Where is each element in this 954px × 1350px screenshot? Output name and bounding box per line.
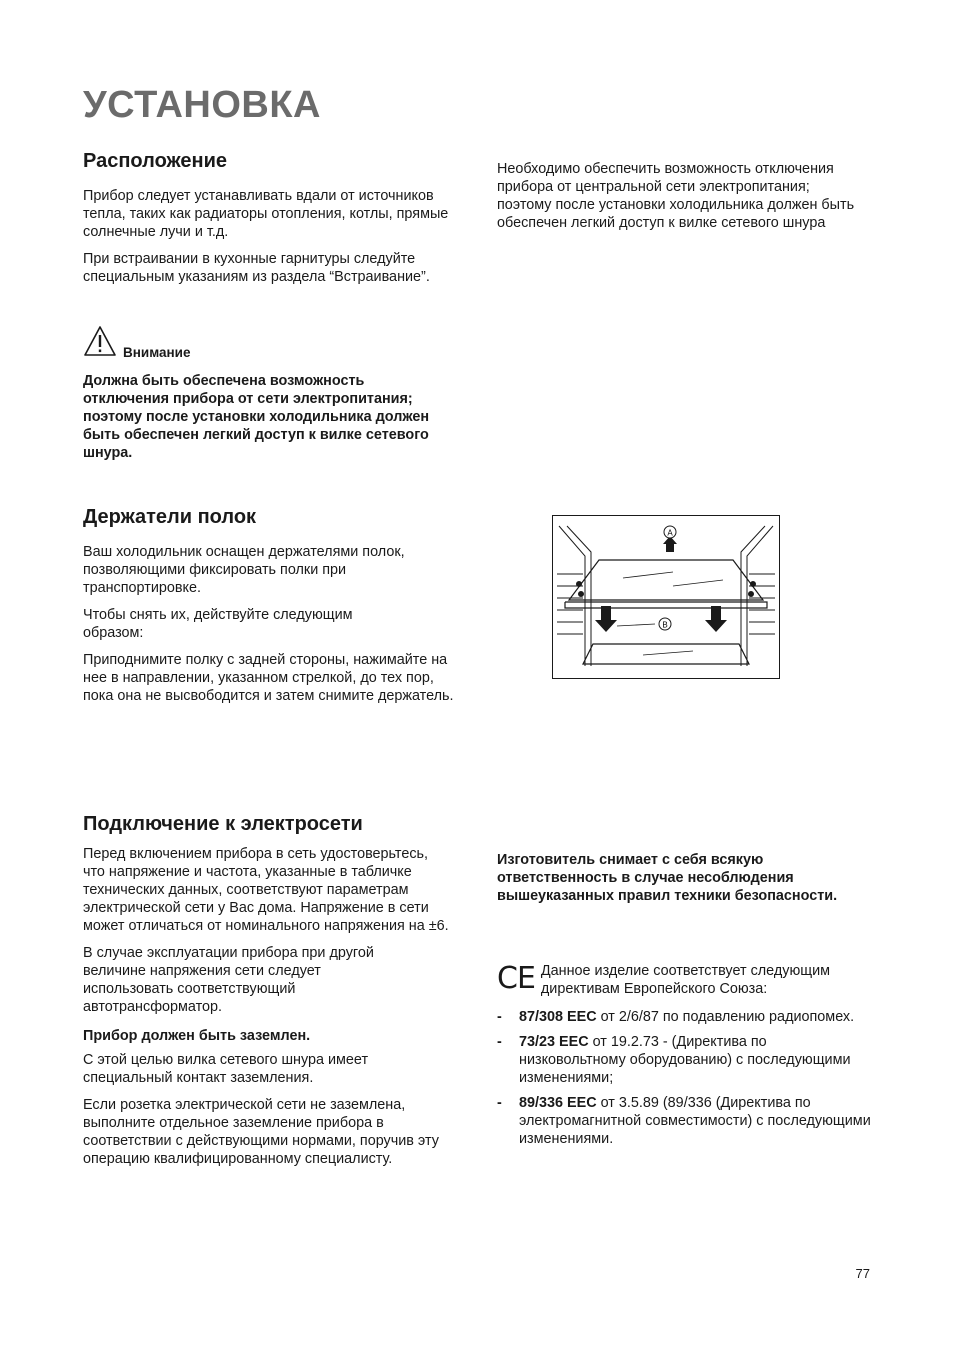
directive-item [497,1008,875,1026]
warning-header [83,325,463,362]
warning-triangle-icon [83,325,117,362]
directive-text: от 3.5.89 (89/336 (Директива по электромагнитной совместимости) с последующими изменениями. [519,1095,871,1147]
electrical-heading: Подключение к электросети [83,813,363,835]
directives-list [497,1008,875,1148]
list-dash: - [497,1034,502,1050]
shelf-paragraph-1: Ваш холодильник оснащен держателями полок, позволяющими фиксировать полки при транспортировке. [83,544,405,596]
ce-text: Данное изделие соответствует следующим директивам Европейского Союза: [540,963,831,997]
manufacturer-disclaimer: Изготовитель снимает с себя всякую ответственность в случае несоблюдения вышеуказанных правил техники безопасности. [497,852,838,904]
directive-text: от 19.2.73 - (Директива по низковольтному оборудованию) с последующими изменениями; [519,1034,851,1086]
electrical-paragraph-4: Если розетка электрической сети не заземлена, выполните отдельное заземление прибора в соответствии с действующими нормами, поручив эту операцию квалифицированному специалисту. [83,1097,439,1167]
shelf-holders-heading: Держатели полок [83,506,257,528]
shelf-holders-body [83,543,463,705]
directive-item [497,1033,875,1087]
location-paragraph-1: Прибор следует устанавливать вдали от источников тепла, таких как радиаторы отопления, котлы, прямые солнечные лучи и т.д. [83,188,449,240]
warning-text: Должна быть обеспечена возможность отключения прибора от сети электропитания; поэтому после установки холодильника должен быть обеспечен легкий доступ к вилке сетевого шнура. [83,373,430,461]
list-dash: - [497,1095,502,1111]
ce-compliance [497,962,875,1155]
directive-item [497,1094,875,1148]
label-a: A [667,528,673,538]
directive-code: 89/336 EEC [519,1095,597,1111]
location-right-text: Необходимо обеспечить возможность отключения прибора от центральной сети электропитания; поэтому после установки холодильника должен быть обеспечен легкий доступ к вилке сетевого шнура [497,161,855,231]
electrical-paragraph-1: Перед включением прибора в сеть удостоверьтесь, что напряжение и частота, указанные в табличке технических данных, соответствуют параметрам электрической сети у Вас дома. Напряжение в сети может отличаться от номинального напряжения на ±6. [83,846,449,934]
warning-label: Внимание [123,345,191,360]
shelf-holder-diagram [552,515,780,679]
electrical-paragraph-3: С этой целью вилка сетевого шнура имеет специальный контакт заземления. [83,1052,369,1086]
ce-mark-icon: CE [497,961,535,996]
list-dash: - [497,1009,502,1025]
directive-text: от 2/6/87 по подавлению радиопомех. [596,1009,855,1025]
shelf-paragraph-2: Чтобы снять их, действуйте следующим образом: [83,607,353,641]
directive-code: 87/308 EEC [519,1009,597,1025]
location-paragraph-2: При встраивании в кухонные гарнитуры следуйте специальным указаниям из раздела “Встраивание”. [83,251,430,285]
page-number: 77 [855,1266,870,1281]
label-b: B [662,620,668,630]
grounded-note: Прибор должен быть заземлен. [83,1028,311,1044]
electrical-body [83,845,463,1168]
warning-block [83,325,463,462]
page-title: УСТАНОВКА [83,84,321,126]
directive-code: 73/23 EEC [519,1034,589,1050]
shelf-paragraph-3: Приподнимите полку с задней стороны, нажимайте на нее в направлении, указанном стрелкой, до тех пор, пока она не высвободится и затем снимите держатель. [83,652,454,704]
electrical-paragraph-2: В случае эксплуатации прибора при другой величине напряжения сети следует использовать соответствующий автотрансформатор. [83,945,374,1015]
location-body [83,187,463,286]
location-heading: Расположение [83,150,228,172]
